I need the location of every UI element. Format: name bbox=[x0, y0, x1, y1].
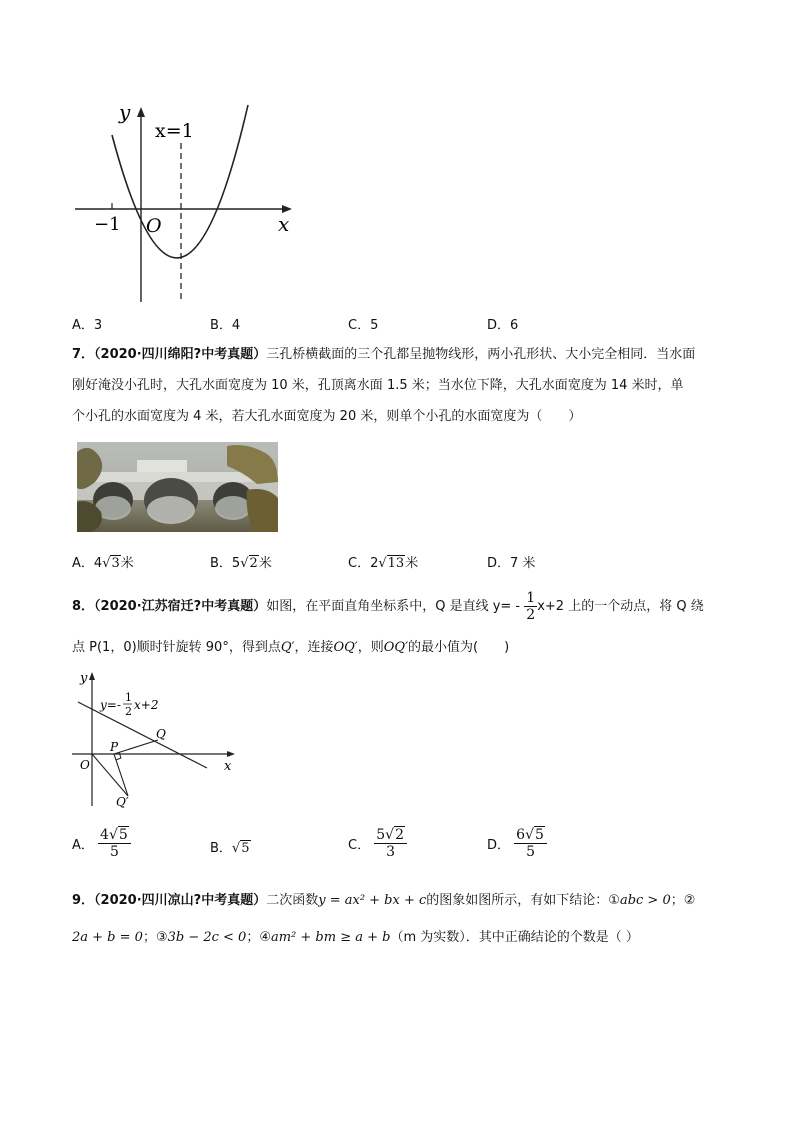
q6-option-a: A．3 bbox=[72, 318, 103, 333]
q8-y-arrow bbox=[89, 672, 95, 680]
q8-segment-pq bbox=[114, 740, 158, 754]
q8-x-arrow bbox=[227, 751, 235, 757]
q6-y-arrow bbox=[137, 107, 145, 117]
q6-parabola-graph bbox=[70, 95, 300, 307]
q7-line-1: 7．（2020·四川绵阳?中考真题）三孔桥横截面的三个孔都呈抛物线形，两小孔形状、大小完全相同．当水面 bbox=[72, 347, 696, 362]
q7-option-d: D．7 米 bbox=[487, 556, 536, 571]
q6-y-label: y bbox=[119, 100, 131, 124]
q7-line-2: 刚好淹没小孔时，大孔水面宽度为 10 米，孔顶离水面 1.5 米；当水位下降，大孔水面宽度为 14 米时，单 bbox=[72, 378, 684, 393]
q8-line-fraction: $\frac{1}{2}$ bbox=[526, 590, 536, 623]
q8-segment-pqp bbox=[114, 754, 128, 796]
q6-option-c: C．5 bbox=[348, 318, 379, 333]
q8-option-a: A． $\frac{4√5}{5}$ bbox=[72, 827, 131, 860]
q8-option-b: B．√5 bbox=[210, 841, 250, 856]
q8-line-1: 8．（2020·江苏宿迁?中考真题）如图，在平面直角坐标系中，Q 是直线 y= - $\frac{1}{2}$ x+2 上的一个动点，将 Q 绕 bbox=[72, 590, 704, 623]
q8-x-label: x bbox=[224, 759, 232, 774]
q7-bridge-photo bbox=[77, 442, 278, 532]
q6-x-label: x bbox=[278, 212, 290, 236]
q8-p-label: P bbox=[110, 740, 119, 754]
q7-option-c: C．2√13米 bbox=[348, 556, 419, 571]
q6-axis-line-label: x=1 bbox=[155, 120, 194, 142]
q8-line-label-den: 2 bbox=[125, 705, 132, 718]
q7-line-3: 个小孔的水面宽度为 4 米，若大孔水面宽度为 20 米，则单个小孔的水面宽度为（ ） bbox=[72, 409, 582, 424]
q9-line-1: 9．（2020·四川凉山?中考真题）二次函数y = ax² + bx + c的图象如图所示，有如下结论：①abc > 0；② bbox=[72, 893, 696, 908]
q7-option-b: B．5√2米 bbox=[210, 556, 272, 571]
q7-option-a: A．4√3米 bbox=[72, 556, 134, 571]
q6-option-d: D．6 bbox=[487, 318, 519, 333]
q8-option-d: D． $\frac{6√5}{5}$ bbox=[487, 827, 547, 860]
q8-line-label-a: y=- bbox=[100, 698, 121, 712]
q8-o-label: O bbox=[80, 758, 90, 772]
q8-y-label: y bbox=[80, 671, 88, 686]
q8-graph bbox=[72, 668, 242, 810]
q8-line-label-b: x+2 bbox=[134, 698, 159, 712]
q8-line-label-num: 1 bbox=[125, 691, 132, 704]
q6-origin-label: O bbox=[146, 215, 162, 237]
q8-q-label: Q bbox=[156, 727, 166, 741]
q8-option-c: C． $\frac{5√2}{3}$ bbox=[348, 827, 407, 860]
q6-neg-one-label: −1 bbox=[94, 214, 121, 235]
q6-option-b: B．4 bbox=[210, 318, 241, 333]
q8-line-2: 点 P(1，0)顺时针旋转 90°，得到点Q′，连接OQ′，则OQ′的最小值为( ) bbox=[72, 640, 510, 655]
q8-qp-label: Q′ bbox=[116, 795, 129, 809]
q9-line-2: 2a + b = 0；③3b − 2c < 0；④am² + bm ≥ a + b（m 为实数）．其中正确结论的个数是（ ） bbox=[72, 930, 639, 945]
q8-segment-oqp bbox=[92, 754, 128, 796]
